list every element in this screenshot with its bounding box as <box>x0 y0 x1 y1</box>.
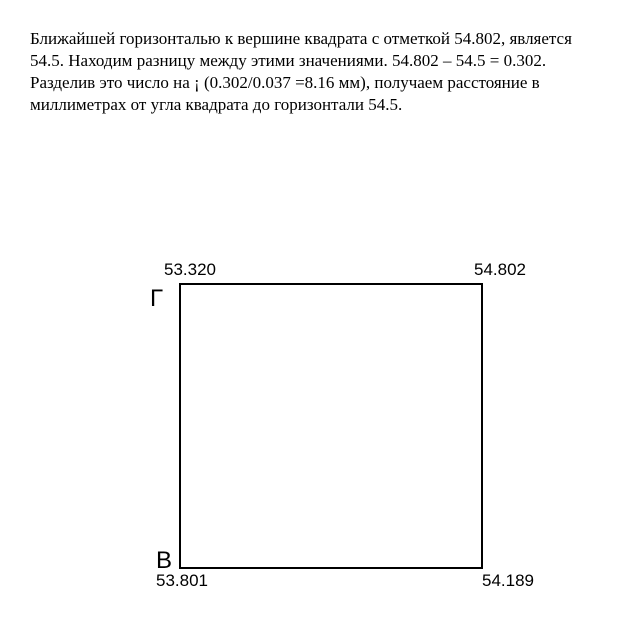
bottom-left-elevation: 53.801 <box>156 571 208 590</box>
paragraph-2: Разделив это число на ¡ (0.302/0.037 =8.16 мм), получаем расстояние в миллиметрах от угла квадрата до горизонтали 54.5. <box>30 73 540 114</box>
corner-letter-g: Г <box>150 285 163 312</box>
top-left-elevation: 53.320 <box>164 260 216 279</box>
top-right-elevation: 54.802 <box>474 260 526 279</box>
corner-letter-v: В <box>156 547 173 574</box>
grid-square <box>180 284 482 568</box>
bottom-right-elevation: 54.189 <box>482 571 534 590</box>
paragraph-1: Ближайшей горизонталью к вершине квадрата с отметкой 54.802, является 54.5. Находим разницу между этими значениями. 54.802 – 54.5 = 0.302. <box>30 29 572 70</box>
